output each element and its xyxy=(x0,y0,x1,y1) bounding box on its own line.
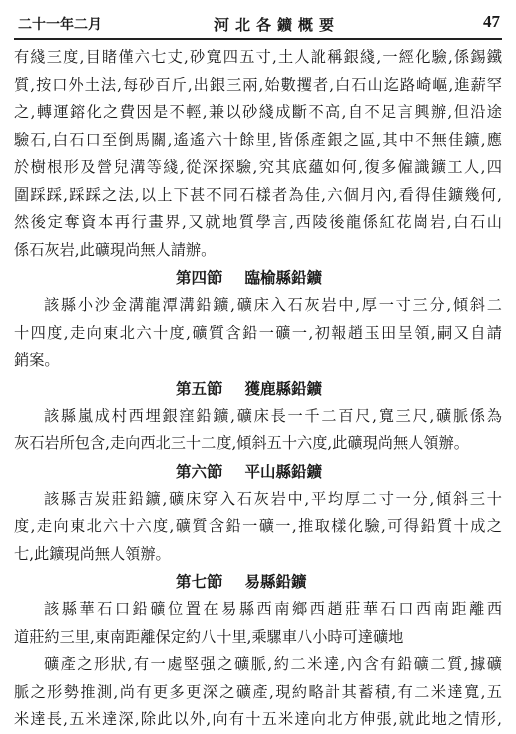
text-line: 有綫三度,目睹僅六七丈,砂寬四五寸,土人訛稱銀綫,一經化驗,係錫鐵 xyxy=(14,48,502,66)
section-heading xyxy=(14,458,502,486)
intro-paragraph xyxy=(14,44,502,264)
text-line: 之,轉運鎔化之費因是不輕,兼以砂綫成斷不高,自不足言興辦,但沿途 xyxy=(14,103,502,121)
text-line: 該縣吉炭莊鉛鑛,礦床穿入石灰岩中,平均厚二寸一分,傾斜三十 xyxy=(44,489,502,508)
header-title: 河北各鑛概要 xyxy=(214,16,341,34)
text-line: 灰石岩所包含,走向西北三十二度,傾斜五十六度,此礦現尚無人領辦。 xyxy=(14,434,469,452)
text-line: 然後定奪資本再行畫界,又就地質學言,西陵後龍係紅花崗岩,白石山 xyxy=(14,213,502,231)
text-line: 十四度,走向東北六十度,礦質含鉛一礦一,初報趙玉田呈領,嗣又自請 xyxy=(14,323,502,342)
text-line: 質,按口外土法,每砂百斤,出銀三兩,始數攫者,白石山迄路崎嶇,進薪罕 xyxy=(14,75,502,94)
text-line: 道莊約三里,東南距離保定約八十里,乘騾車八小時可達礦地 xyxy=(14,627,404,646)
text-line: 該縣華石口鉛礦位置在易縣西南鄉西趙莊華石口西南距離西 xyxy=(44,600,502,618)
section-6 xyxy=(14,458,502,569)
text-line: 七,此鑛現尚無人領辦。 xyxy=(14,544,171,563)
text-line: 係石灰岩,此礦現尚無人請辦。 xyxy=(14,240,217,259)
page-header xyxy=(14,8,502,40)
text-line: 度,走向東北六十六度,礦質含鉛一礦一,推取樣化驗,可得鉛質十成之 xyxy=(14,517,502,535)
text-line: 米達長,五米達深,除此以外,向有十五米達向北方伸張,就此地之情形, xyxy=(14,710,502,728)
text-line: 銷案。 xyxy=(14,351,60,369)
section-4 xyxy=(14,264,502,375)
section-number: 第六節 xyxy=(176,461,223,481)
section-number: 第四節 xyxy=(176,268,223,287)
section-title: 臨榆縣鉛鑛 xyxy=(244,268,323,287)
section-7 xyxy=(14,568,502,734)
header-date: 二十一年二月 xyxy=(18,17,102,33)
section-5 xyxy=(14,375,502,458)
section-title: 獲鹿縣鉛鑛 xyxy=(244,378,323,398)
text-line: 脈之形勢推測,尚有更多更深之礦產,現約略計其蓄積,有二米達寬,五 xyxy=(14,682,502,701)
text-line: 驗石,白石口至倒馬關,遙遙六十餘里,皆係產銀之區,其中不無佳鑛,應 xyxy=(14,130,502,149)
text-line: 該縣嵐成村西埋銀窪鉛鑛,礦床長一千二百尺,寬三尺,礦脈係為 xyxy=(44,406,502,425)
section-heading xyxy=(14,568,502,596)
text-line: 圍踩踩,踩踩之法,以上下甚不同石樣者為佳,六個月內,看得佳鑛幾何, xyxy=(14,185,502,204)
text-line: 於樹根形及營兒溝等綫,從深探驗,究其底蘊如何,復多僱識鑛工人,四 xyxy=(14,158,502,176)
section-heading xyxy=(14,375,502,403)
section-title: 平山縣鉛鑛 xyxy=(244,461,323,481)
section-heading xyxy=(14,264,502,292)
text-line: 該縣小沙金溝龍潭溝鉛鑛,礦床入石灰岩中,厚一寸三分,傾斜二 xyxy=(44,296,502,314)
text-line: 礦產之形狀,有一處堅强之礦脈,約二米達,內含有鉛礦二質,據礦 xyxy=(44,655,502,673)
section-number: 第五節 xyxy=(176,378,223,398)
section-title: 易縣鉛鑛 xyxy=(244,572,307,591)
section-number: 第七節 xyxy=(176,572,223,591)
page-number: 47 xyxy=(483,12,500,31)
